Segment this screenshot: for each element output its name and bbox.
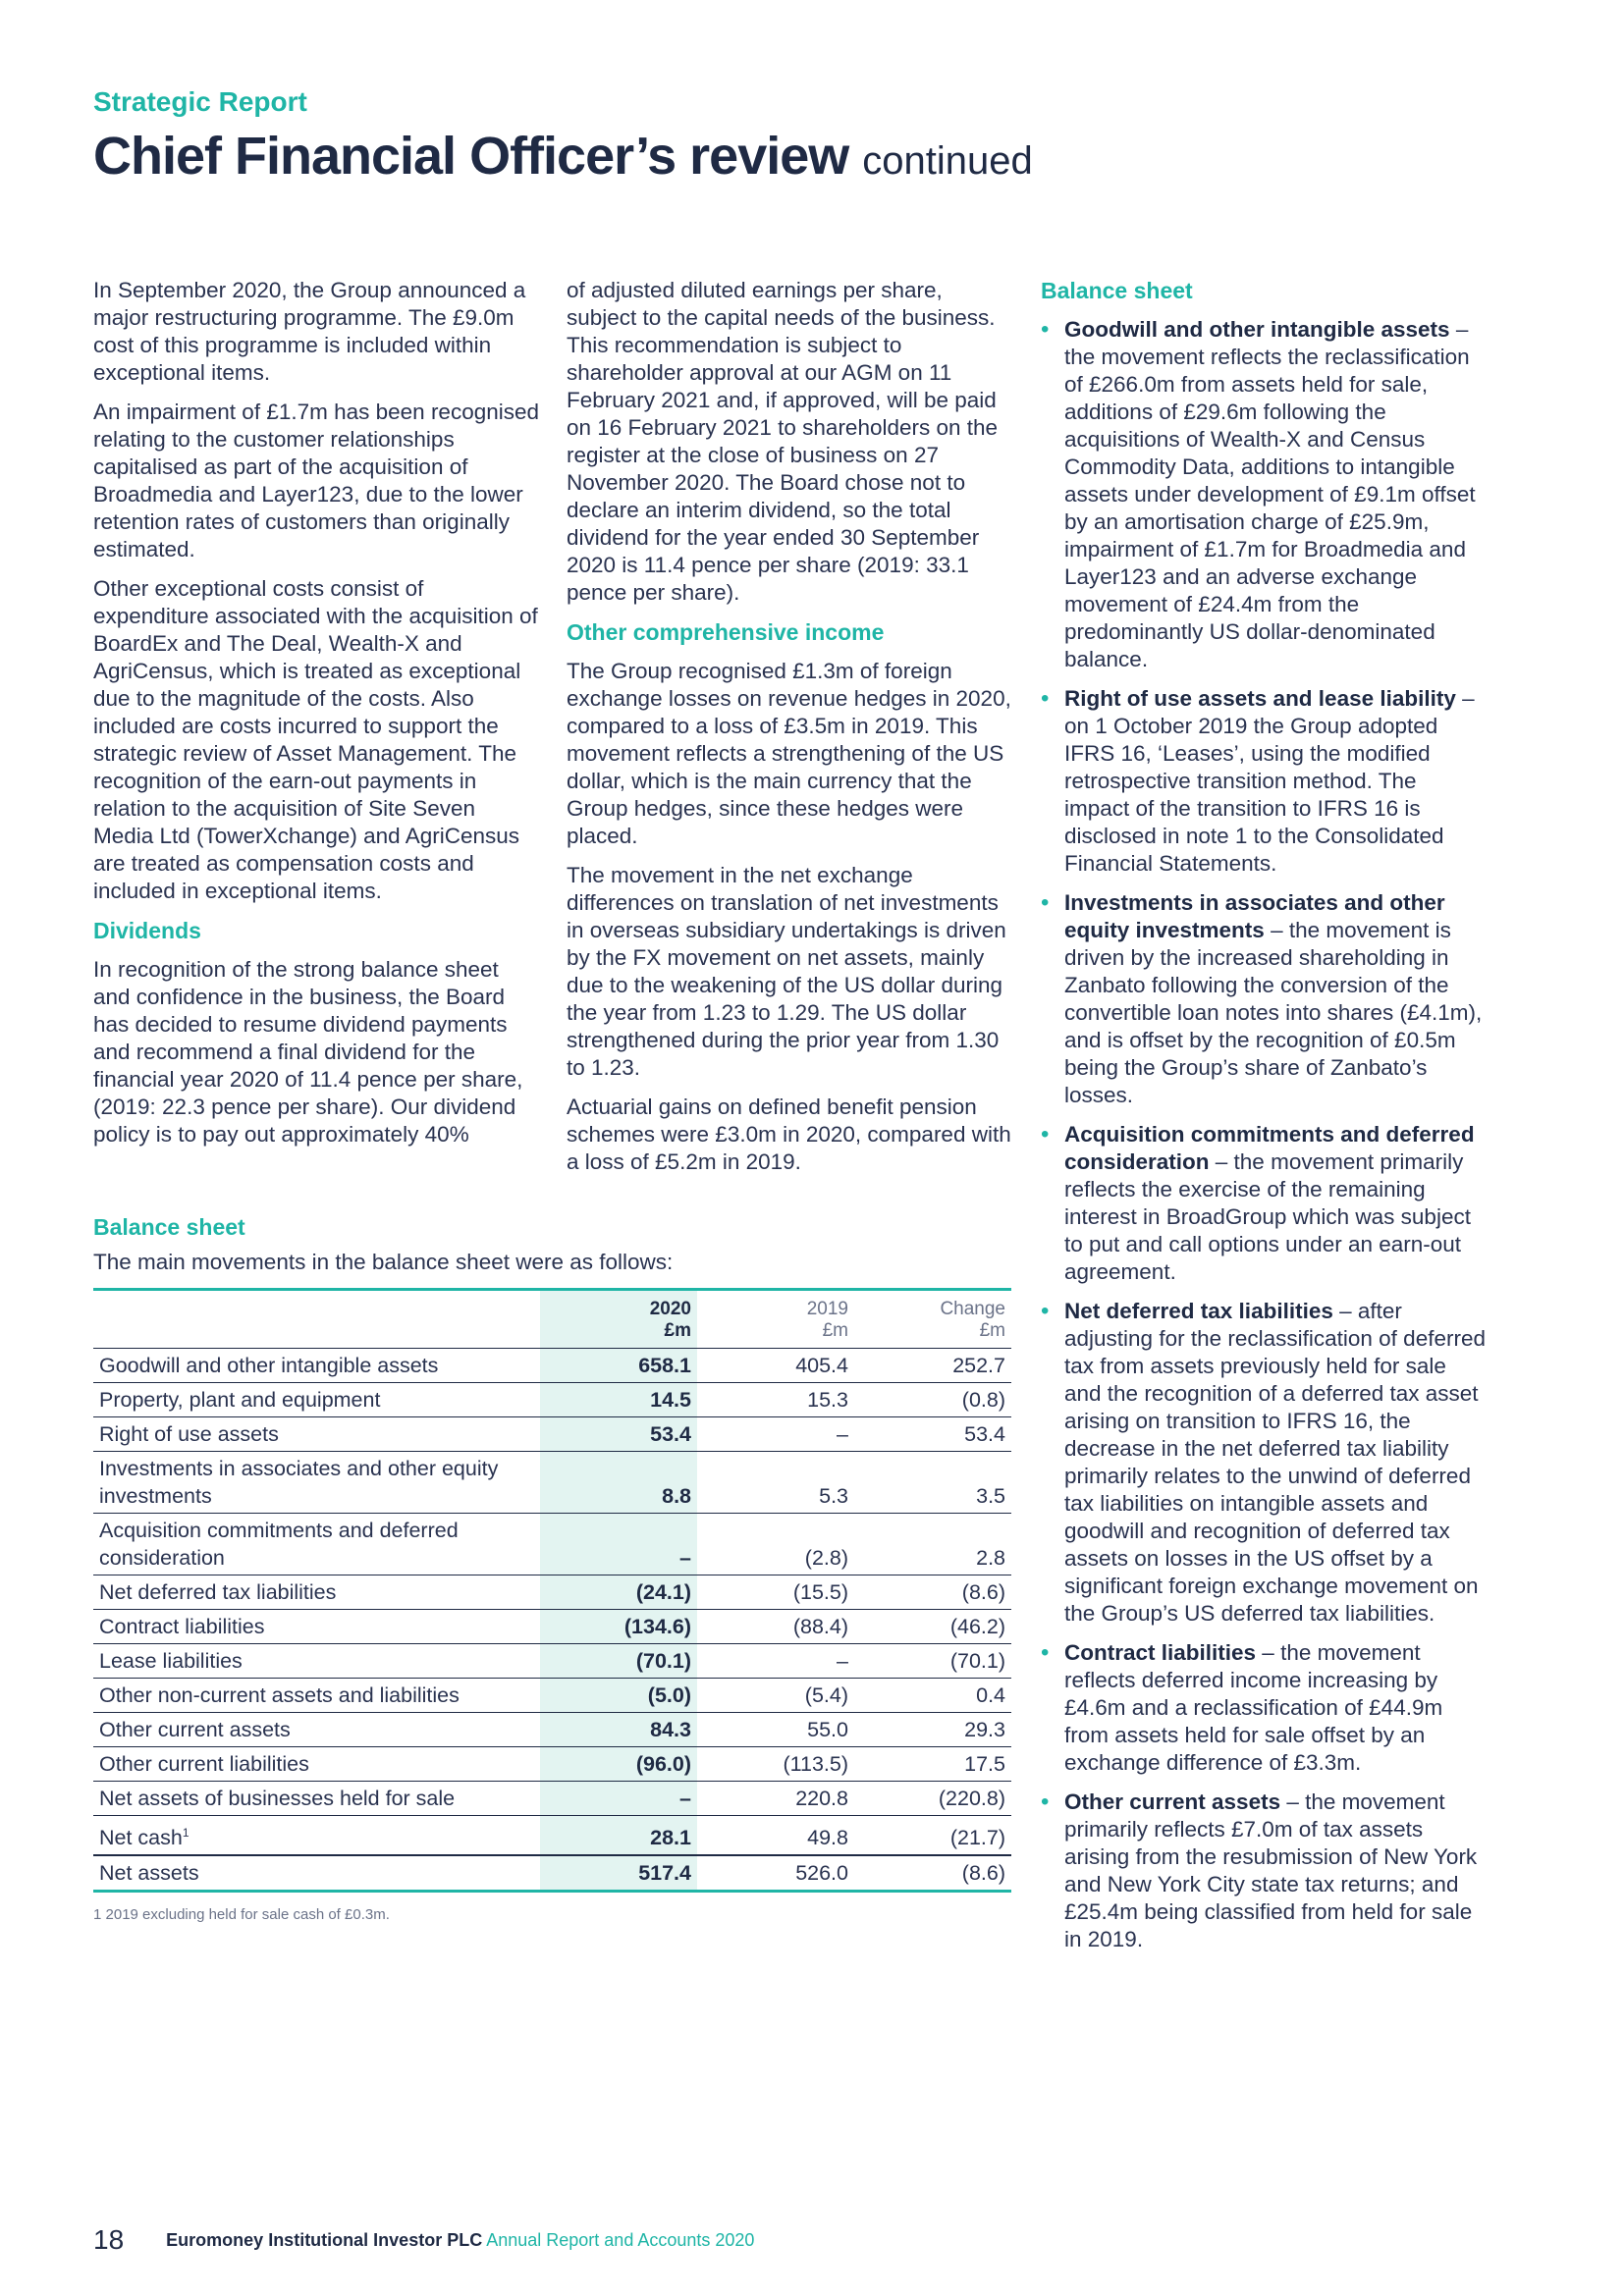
bullet-text: – the movement is driven by the increased shareholding in Zanbato following the conversion of the convertible loan notes into shares (£4.1m), and is offset by the recognition of £0.5m being the Group’s share of Zanbato’s losses. (1064, 918, 1483, 1107)
cell-2019: 55.0 (697, 1713, 854, 1747)
page-number: 18 (93, 2224, 125, 2255)
balance-sheet-heading: Balance sheet (93, 1214, 245, 1240)
row-label: Investments in associates and other equity investments (93, 1452, 540, 1514)
dividends-heading: Dividends (93, 918, 201, 943)
cell-2020: 14.5 (540, 1383, 697, 1417)
bullet-title: Net deferred tax liabilities (1064, 1299, 1333, 1323)
cell-change: (8.6) (854, 1855, 1011, 1892)
row-label: Goodwill and other intangible assets (93, 1349, 540, 1383)
cell-2019: – (697, 1644, 854, 1679)
row-label: Other non-current assets and liabilities (93, 1679, 540, 1713)
balance-sheet-table (93, 1288, 1011, 1893)
row-label: Acquisition commitments and deferred consideration (93, 1514, 540, 1575)
bullet-text: – the movement reflects the reclassification of £266.0m from assets held for sale, additions of £29.6m following the acquisitions of Wealth-X and Census Commodity Data, additions to intangible assets under development of £9.1m offset by an amortisation charge of £25.9m, impairment of £1.7m for Broadmedia and Layer123 and an adverse exchange movement of £24.4m from the predominantly US dollar-denominated balance. (1064, 317, 1476, 671)
cell-change: (8.6) (854, 1575, 1011, 1610)
bullet-item (1041, 1639, 1488, 1777)
table-row (93, 1383, 1011, 1417)
paragraph: In recognition of the strong balance sheet and confidence in the business, the Board has decided to resume dividend payments and recommend a final dividend for the financial year 2020 of 11.4 pence per share, (2019: 22.3 pence per share). Our dividend policy is to pay out approximately 40% (93, 957, 523, 1147)
cell-change: (220.8) (854, 1782, 1011, 1816)
cell-2019: 526.0 (697, 1855, 854, 1892)
bullet-item (1041, 889, 1488, 1109)
bullet-item (1041, 1298, 1488, 1628)
bullet-title: Goodwill and other intangible assets (1064, 317, 1450, 342)
cell-2020: (96.0) (540, 1747, 697, 1782)
paragraph: of adjusted diluted earnings per share, subject to the capital needs of the business. This recommendation is subject to shareholder approval at our AGM on 11 February 2021 and, if approved, will be paid on 16 February 2021 to shareholders on the register at the close of business on 27 November 2020. The Board chose not to declare an interim dividend, so the total dividend for the year ended 30 September 2020 is 11.4 pence per share (2019: 33.1 pence per share). (567, 278, 999, 605)
table-total-row (93, 1855, 1011, 1892)
table-row (93, 1514, 1011, 1575)
row-label: Net deferred tax liabilities (93, 1575, 540, 1610)
cell-change: 252.7 (854, 1349, 1011, 1383)
row-label: Contract liabilities (93, 1610, 540, 1644)
balance-sheet-notes-heading: Balance sheet (1041, 278, 1193, 303)
cell-2020: – (540, 1514, 697, 1575)
header-label-blank (93, 1290, 540, 1349)
cell-2020: 8.8 (540, 1452, 697, 1514)
cell-2019: (113.5) (697, 1747, 854, 1782)
cell-2019: 405.4 (697, 1349, 854, 1383)
cell-2020: 53.4 (540, 1417, 697, 1452)
bullet-title: Acquisition commitments and deferred consideration (1064, 1122, 1475, 1174)
row-label: Right of use assets (93, 1417, 540, 1452)
bullet-text: – after adjusting for the reclassification of deferred tax from assets previously held for sale and the recognition of a deferred tax asset arising on transition to IFRS 16, the decrease in the net deferred tax liability primarily relates to the unwind of deferred tax liabilities on intangible assets and goodwill and recognition of deferred tax assets on losses in the US offset by a significant foreign exchange movement on the Group’s US deferred tax liabilities. (1064, 1299, 1486, 1626)
bullet-title: Investments in associates and other equity investments (1064, 890, 1445, 942)
bullet-title: Contract liabilities (1064, 1640, 1257, 1665)
header-change: Change £m (940, 1299, 1005, 1341)
row-label: Property, plant and equipment (93, 1383, 540, 1417)
bullet-list (1041, 316, 1488, 1953)
cell-change: (70.1) (854, 1644, 1011, 1679)
cell-2020: (5.0) (540, 1679, 697, 1713)
row-label: Net assets (93, 1855, 540, 1892)
page-title-main: Chief Financial Officer’s review (93, 127, 849, 186)
cell-change: (46.2) (854, 1610, 1011, 1644)
cell-change: (21.7) (854, 1816, 1011, 1856)
cell-2020: – (540, 1782, 697, 1816)
cell-2019: (2.8) (697, 1514, 854, 1575)
cell-2020: 28.1 (540, 1816, 697, 1856)
cell-change: 29.3 (854, 1713, 1011, 1747)
table-row (93, 1679, 1011, 1713)
balance-sheet-intro: The main movements in the balance sheet were as follows: (93, 1250, 674, 1274)
section-label: Strategic Report (93, 86, 307, 117)
bullet-text: – the movement primarily reflects the exercise of the remaining interest in BroadGroup which was subject to put and call options under an earn-out agreement. (1064, 1149, 1471, 1284)
cell-change: 0.4 (854, 1679, 1011, 1713)
bullet-item (1041, 1789, 1488, 1953)
cell-change: 17.5 (854, 1747, 1011, 1782)
page-title-suffix: continued (862, 139, 1033, 183)
footnote-marker: 1 (182, 1826, 189, 1840)
table-row (93, 1610, 1011, 1644)
paragraph: Actuarial gains on defined benefit pension schemes were £3.0m in 2020, compared with a loss of £5.2m in 2019. (567, 1095, 1011, 1174)
cell-2020: (134.6) (540, 1610, 697, 1644)
header-2020: 2020 £m (540, 1290, 697, 1349)
page-title (93, 126, 1033, 187)
paragraph: The Group recognised £1.3m of foreign exchange losses on revenue hedges in 2020, compared to a loss of £3.5m in 2019. This movement reflects a strengthening of the US dollar, which is the main currency that the Group hedges, since these hedges were placed. (567, 659, 1011, 848)
report-name: Annual Report and Accounts 2020 (486, 2230, 755, 2250)
row-label: Net cash$^1$ (93, 1816, 540, 1856)
cell-2020: 658.1 (540, 1349, 697, 1383)
balance-sheet-section (93, 1213, 1011, 1923)
cell-2019: (5.4) (697, 1679, 854, 1713)
table-footnote: 1 2019 excluding held for sale cash of £0.3m. (93, 1906, 390, 1924)
cell-2020: (70.1) (540, 1644, 697, 1679)
table-row (93, 1349, 1011, 1383)
paragraph: The movement in the net exchange differences on translation of net investments in overseas subsidiary undertakings is driven by the FX movement on net assets, mainly due to the weakening of the US dollar during the year from 1.23 to 1.29. The US dollar strengthened during the prior year from 1.30 to 1.23. (567, 863, 1006, 1080)
cell-2020: (24.1) (540, 1575, 697, 1610)
row-label: Lease liabilities (93, 1644, 540, 1679)
table-row (93, 1417, 1011, 1452)
cell-change: 2.8 (854, 1514, 1011, 1575)
bullet-title: Right of use assets and lease liability (1064, 686, 1456, 711)
bullet-text: – the movement primarily reflects £7.0m of tax assets arising from the resubmission of New York and New York City state tax returns; and £25.4m being classified from held for sale in 2019. (1064, 1789, 1478, 1951)
bullet-item (1041, 685, 1488, 878)
row-label: Other current liabilities (93, 1747, 540, 1782)
paragraph: Other exceptional costs consist of expenditure associated with the acquisition of BoardEx and The Deal, Wealth-X and AgriCensus, which is treated as exceptional due to the magnitude of the costs. Also included are costs incurred to support the strategic review of Asset Management. The recognition of the earn-out payments in relation to the acquisition of Site Seven Media Ltd (TowerXchange) and AgriCensus are treated as compensation costs and included in exceptional items. (93, 576, 538, 903)
cell-2020: 84.3 (540, 1713, 697, 1747)
table-row (93, 1747, 1011, 1782)
row-label: Other current assets (93, 1713, 540, 1747)
table-row (93, 1816, 1011, 1856)
bullet-item (1041, 1121, 1488, 1286)
company-name: Euromoney Institutional Investor PLC (166, 2230, 483, 2250)
bullet-text: – the movement reflects deferred income increasing by £4.6m and a reclassification of £44.9m from assets held for sale offset by an exchange difference of £3.3m. (1064, 1640, 1443, 1775)
paragraph: An impairment of £1.7m has been recognised relating to the customer relationships capitalised as part of the acquisition of Broadmedia and Layer123, due to the lower retention rates of customers than originally estimated. (93, 400, 540, 561)
cell-change: 3.5 (854, 1452, 1011, 1514)
cell-2019: 5.3 (697, 1452, 854, 1514)
bullet-item (1041, 316, 1488, 673)
bullet-text: – on 1 October 2019 the Group adopted IFRS 16, ‘Leases’, using the modified retrospective transition method. The impact of the transition to IFRS 16 is disclosed in note 1 to the Consolidated Financial Statements. (1064, 686, 1475, 876)
row-label: Net assets of businesses held for sale (93, 1782, 540, 1816)
header-2019: 2019 £m (806, 1299, 848, 1341)
cell-2020: 517.4 (540, 1855, 697, 1892)
table-header-row (93, 1290, 1011, 1349)
cell-2019: (88.4) (697, 1610, 854, 1644)
table-row (93, 1782, 1011, 1816)
page-footer (93, 2224, 754, 2256)
table-row (93, 1575, 1011, 1610)
cell-2019: 220.8 (697, 1782, 854, 1816)
cell-change: (0.8) (854, 1383, 1011, 1417)
bullet-title: Other current assets (1064, 1789, 1281, 1814)
paragraph: In September 2020, the Group announced a major restructuring programme. The £9.0m cost of this programme is included within exceptional items. (93, 278, 526, 385)
text-column-1 (93, 277, 540, 1160)
cell-change: 53.4 (854, 1417, 1011, 1452)
cell-2019: 49.8 (697, 1816, 854, 1856)
text-column-3 (1041, 277, 1488, 1965)
cell-2019: 15.3 (697, 1383, 854, 1417)
table-body (93, 1349, 1011, 1892)
cell-2019: – (697, 1417, 854, 1452)
table-row (93, 1644, 1011, 1679)
oci-heading: Other comprehensive income (567, 619, 885, 645)
cell-2019: (15.5) (697, 1575, 854, 1610)
table-row (93, 1713, 1011, 1747)
table-row (93, 1452, 1011, 1514)
text-column-2 (567, 277, 1018, 1188)
